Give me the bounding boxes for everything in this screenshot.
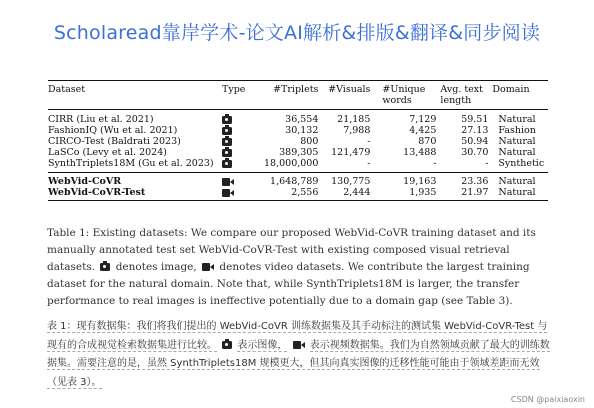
unique-words-value: 13,488 (403, 147, 437, 158)
unique-words-value: - (374, 158, 440, 173)
camera-icon (222, 127, 232, 135)
avg-length-value: 23.36 (461, 176, 489, 187)
unique-words-value: 19,163 (403, 176, 437, 187)
camera-icon (222, 149, 232, 157)
triplets-value: 18,000,000 (264, 158, 322, 173)
domain-value: Natural (498, 136, 536, 147)
avg-length-value: 27.13 (461, 125, 489, 136)
camera-icon (100, 263, 110, 271)
avg-length-value: 21.97 (440, 187, 492, 201)
type-cell (222, 173, 264, 188)
triplets-value: 800 (300, 136, 319, 147)
triplets-value: 389,305 (279, 147, 319, 158)
col-domain: Domain (492, 81, 548, 110)
caption-text: 表示视频数据集。我们为自然领域贡献了最大的训练数据集。需要注意的是，虽然 SynthTriplets18M 规模更大，但其向真实图像的迁移性能可能由于领域差距而无效（见表 3）。 (47, 339, 550, 388)
video-camera-icon (222, 189, 234, 197)
triplets-value: 36,554 (285, 114, 319, 125)
watermark: CSDN @paixiaoxin (510, 395, 585, 404)
table-caption-chinese (47, 318, 552, 392)
dataset-name: SynthTriplets18M (Gu et al. 2023) (48, 158, 222, 173)
avg-length-value: 50.94 (461, 136, 489, 147)
camera-icon (222, 160, 232, 168)
col-dataset: Dataset (48, 81, 222, 110)
col-avg-length: Avg. text length (440, 81, 492, 110)
unique-words-value: 4,425 (409, 125, 437, 136)
type-cell (222, 187, 264, 201)
visuals-value: 21,185 (337, 114, 371, 125)
caption-text: 表示图像， (237, 339, 288, 351)
datasets-table (48, 80, 548, 201)
video-camera-icon (222, 178, 234, 186)
col-visuals: #Visuals (322, 81, 374, 110)
triplets-value: 30,132 (285, 125, 319, 136)
video-camera-icon (293, 341, 305, 349)
visuals-value: 2,444 (322, 187, 374, 201)
domain-value: Fashion (498, 125, 536, 136)
video-camera-icon (202, 263, 214, 271)
camera-icon (222, 138, 232, 146)
visuals-value: 130,775 (331, 176, 371, 187)
table-row (48, 125, 548, 136)
camera-icon (222, 116, 232, 124)
table-caption-english (47, 225, 552, 310)
table-row (48, 136, 548, 147)
col-triplets: #Triplets (264, 81, 322, 110)
type-cell (222, 136, 264, 147)
dataset-name: WebVid-CoVR-Test (48, 187, 222, 201)
domain-value: Natural (492, 187, 548, 201)
col-unique-words: #Unique words (374, 81, 440, 110)
unique-words-value: 1,935 (374, 187, 440, 201)
dataset-name: FashionIQ (Wu et al. 2021) (48, 125, 178, 136)
table-row (48, 158, 548, 173)
visuals-value: - (322, 158, 374, 173)
banner-title: Scholaread靠岸学术-论文AI解析&排版&翻译&同步阅读 (53, 22, 541, 44)
dataset-name: CIRCO-Test (Baldrati 2023) (48, 136, 181, 147)
table-header-row (48, 81, 548, 110)
type-cell (222, 125, 264, 136)
caption-text: denotes video datasets. We contribute the largest training dataset for the natural domain. Note that, while SynthTriplets18M is larger, the transfer performance to real images is ineffective potentially due to a domain gap (see Table 3). (47, 261, 530, 307)
caption-text: denotes image, (115, 261, 197, 273)
domain-value: Synthetic (492, 158, 548, 173)
avg-length-value: 59.51 (461, 114, 489, 125)
avg-length-value: - (440, 158, 492, 173)
unique-words-value: 7,129 (409, 114, 437, 125)
type-cell (222, 158, 264, 173)
dataset-name: CIRR (Liu et al. 2021) (48, 114, 154, 125)
visuals-value: - (367, 136, 371, 147)
caption-text: Table 1: Existing datasets: We compare our proposed WebVid-CoVR training dataset and its manually annotated test set WebVid-CoVR-Test with existing composed visual retrieval datasets. (47, 227, 536, 273)
type-cell (222, 147, 264, 158)
camera-icon (222, 341, 232, 349)
table-row-ours (48, 187, 548, 201)
visuals-value: 7,988 (343, 125, 371, 136)
avg-length-value: 30.70 (461, 147, 489, 158)
caption-text: 表 1：现有数据集：我们将我们提出的 WebVid-CoVR 训练数据集及其手动标注的测试集 WebVid-CoVR-Test 与现有的合成视觉检索数据集进行比较。 (47, 321, 548, 351)
domain-value: Natural (498, 176, 536, 187)
dataset-name: WebVid-CoVR (48, 176, 122, 187)
table-row (48, 110, 548, 126)
type-cell (222, 110, 264, 126)
table-row (48, 147, 548, 158)
domain-value: Natural (498, 114, 536, 125)
domain-value: Natural (498, 147, 536, 158)
visuals-value: 121,479 (331, 147, 371, 158)
table-row-ours (48, 173, 548, 188)
dataset-name: LaSCo (Levy et al. 2024) (48, 147, 167, 158)
triplets-value: 2,556 (264, 187, 322, 201)
triplets-value: 1,648,789 (270, 176, 319, 187)
unique-words-value: 870 (418, 136, 437, 147)
col-type: Type (222, 81, 264, 110)
